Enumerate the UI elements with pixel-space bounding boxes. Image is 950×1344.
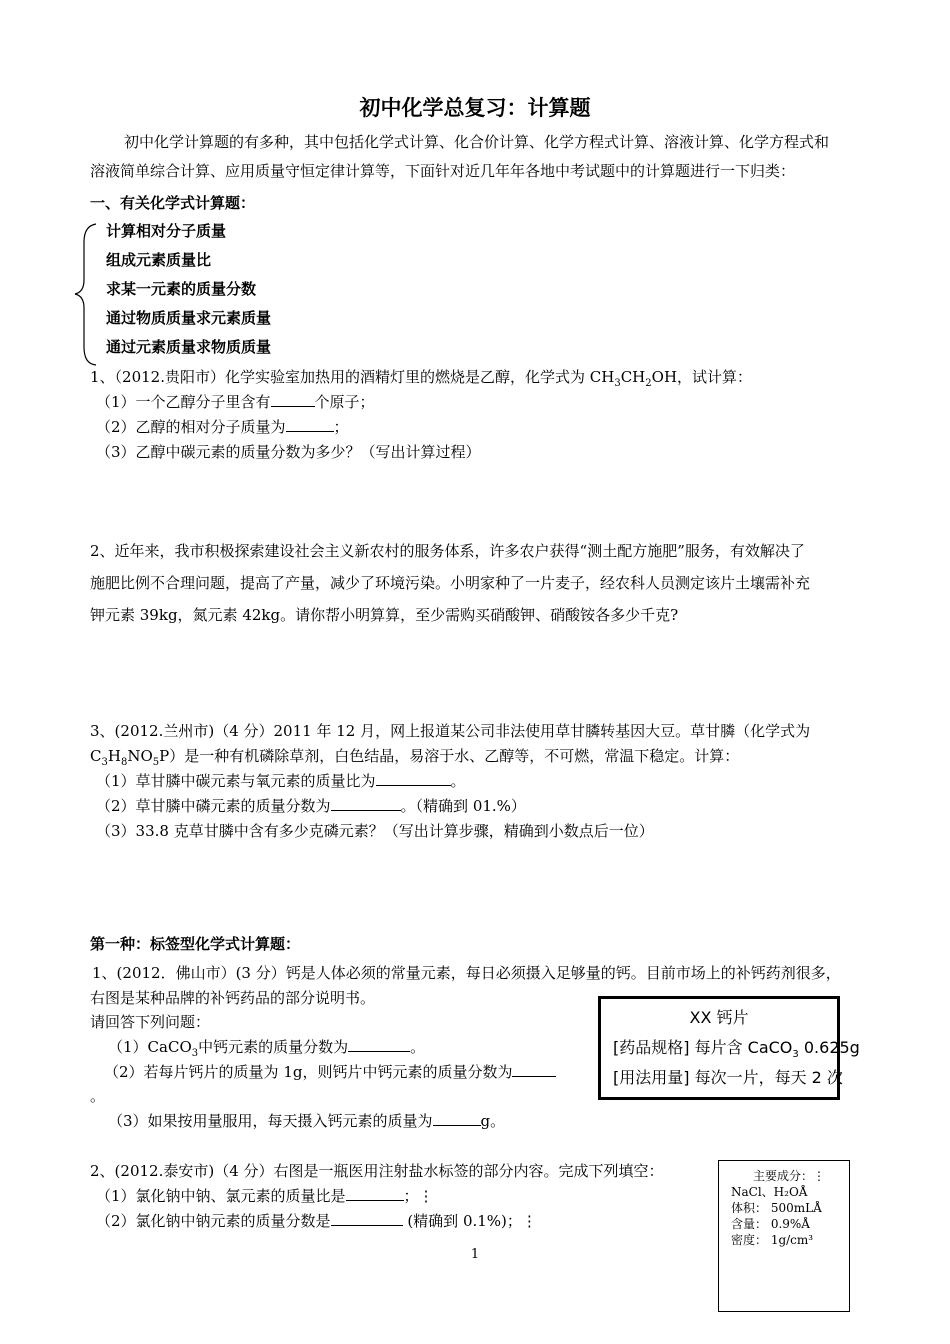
question-2-line-2: 施肥比例不合理问题，提高了产量，减少了环境污染。小明家种了一片麦子，经农科人员测定该片土壤需补充 (90, 574, 811, 592)
label-question-1-part-3: （3）如果按用量服用，每天摄入钙元素的质量为 g。 (108, 1112, 506, 1130)
saline-label-ingredients: NaCl、H₂OÅ (731, 1185, 808, 1199)
list-item: 计算相对分子质量 (106, 222, 227, 240)
question-1-part-3: （3）乙醇中碳元素的质量分数为多少？（写出计算过程） (96, 443, 481, 461)
saline-label-volume: 体积： 500mLÅ (731, 1201, 822, 1215)
intro-line-1: 初中化学计算题的有多种，其中包括化学式计算、化合价计算、化学方程式计算、溶液计算、化学方程式和 (124, 133, 830, 151)
intro-line-2: 溶液简单综合计算、应用质量守恒定律计算等，下面针对近几年年各地中考试题中的计算题进行一下归类： (90, 162, 796, 180)
label-question-2-part-1: （1）氯化钠中钠、氯元素的质量比是 ；⋮ (96, 1187, 434, 1205)
question-1-part-2: （2）乙醇的相对分子质量为 ； (96, 418, 349, 436)
label-spec-row: [药品规格] 每片含 CaCO$_3$ 0.625g (613, 1038, 860, 1061)
question-1-part-1: （1）一个乙醇分子里含有 个原子； (96, 393, 375, 411)
question-3-part-1: （1）草甘膦中碳元素与氧元素的质量比为 。 (96, 772, 466, 790)
list-item: 通过元素质量求物质质量 (106, 338, 272, 356)
question-3-part-3: （3）33.8 克草甘膦中含有多少克磷元素？（写出计算步骤，精确到小数点后一位） (96, 822, 654, 840)
question-2-line-1: 2、近年来，我市积极探索建设社会主义新农村的服务体系，许多农户获得“测土配方施肥”服务，有效解决了 (90, 542, 805, 560)
section-heading: 一、有关化学式计算题： (90, 194, 256, 212)
type-heading: 第一种：标签型化学式计算题： (90, 935, 301, 953)
saline-label (718, 1160, 850, 1312)
page-number: 1 (470, 1247, 480, 1262)
label-question-1-part-2: （2）若每片钙片的质量为 1g，则钙片中钙元素的质量分数为 (104, 1061, 556, 1082)
label-question-1-part-1: （1）CaCO$_3$中钙元素的质量分数为 。 (108, 1038, 426, 1059)
question-3-part-2: （2）草甘膦中磷元素的质量分数为 。（精确到 01.%） (96, 797, 526, 815)
page-title: 初中化学总复习：计算题 (359, 95, 591, 120)
label-question-2-part-2: （2）氯化钠中钠元素的质量分数是 (精确到 0.1%)；⋮ (96, 1212, 537, 1230)
list-item: 组成元素质量比 (106, 251, 212, 269)
label-question-1-line-3: 请回答下列问题： (90, 1013, 211, 1031)
label-question-1-line-2: 右图是某种品牌的补钙药品的部分说明书。 (90, 989, 376, 1007)
saline-label-density: 密度： 1g/cm³ (731, 1233, 814, 1247)
label-question-2-line-1: 2、(2012.泰安市)（4 分）右图是一瓶医用注射盐水标签的部分内容。完成下列填空： (90, 1162, 664, 1180)
calcium-tablet-label (598, 996, 860, 1100)
label-dosage-row: [用法用量] 每次一片，每天 2 次 (613, 1068, 843, 1087)
label-question-1-line-1: 1、(2012．佛山市）(3 分）钙是人体必须的常量元素，每日必须摄入足够量的钙。目前市场上的补钙药剂很多， (92, 964, 841, 982)
saline-label-heading: 主要成分：⋮ (753, 1169, 826, 1183)
brace-icon (72, 222, 98, 367)
question-3-line-1: 3、(2012.兰州市)（4 分）2011 年 12 月，网上报道某公司非法使用草甘膦转基因大豆。草甘膦（化学式为 (90, 722, 811, 740)
list-item: 通过物质质量求元素质量 (106, 309, 272, 327)
question-1-stem: 1、（2012.贵阳市）化学实验室加热用的酒精灯里的燃烧是乙醇，化学式为 $CH_3CH_2OH$，试计算： (90, 368, 753, 389)
question-2-line-3: 钾元素 39kg，氮元素 42kg。请你帮小明算算，至少需购买硝酸钾、硝酸铵各多少千克? (90, 606, 679, 624)
label-question-1-part-2-end: 。 (90, 1087, 106, 1105)
label-title: XX 钙片 (689, 1008, 749, 1027)
list-item: 求某一元素的质量分数 (106, 280, 257, 298)
question-3-line-2: $C_3H_8NO_5P$）是一种有机磷除草剂，白色结晶，易溶于水、乙醇等，不可燃，常温下稳定。计算： (90, 747, 740, 768)
saline-label-content: 含量： 0.9%Å (731, 1217, 810, 1231)
